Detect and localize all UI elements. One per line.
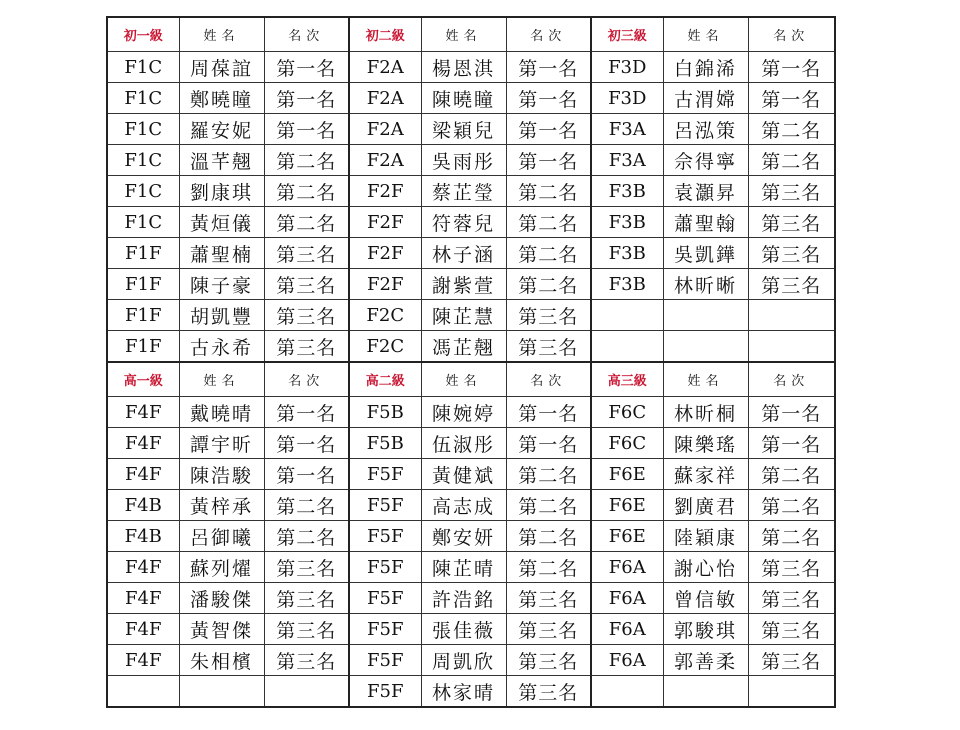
student-name-cell: 周凱欣 bbox=[421, 645, 506, 676]
class-cell: F4F bbox=[107, 459, 179, 490]
student-name-cell bbox=[179, 676, 264, 708]
table-row bbox=[107, 459, 835, 490]
rank-cell: 第三名 bbox=[264, 300, 349, 331]
table-row bbox=[107, 552, 835, 583]
student-name-cell: 袁灝昇 bbox=[663, 176, 748, 207]
class-cell: F3B bbox=[591, 207, 663, 238]
table-row bbox=[107, 428, 835, 459]
rank-cell: 第三名 bbox=[748, 207, 835, 238]
student-name-cell: 謝心怡 bbox=[663, 552, 748, 583]
rank-cell: 第二名 bbox=[264, 490, 349, 521]
rank-cell bbox=[748, 300, 835, 331]
student-name-cell: 林昕晰 bbox=[663, 269, 748, 300]
student-name-cell: 郭善柔 bbox=[663, 645, 748, 676]
class-cell: F2F bbox=[349, 238, 421, 269]
class-cell: F5B bbox=[349, 397, 421, 428]
rank-cell: 第一名 bbox=[264, 397, 349, 428]
class-cell: F1F bbox=[107, 238, 179, 269]
student-name-cell: 蔡芷瑩 bbox=[421, 176, 506, 207]
student-name-cell: 蘇列燿 bbox=[179, 552, 264, 583]
student-name-cell: 符蓉兒 bbox=[421, 207, 506, 238]
grade-title: 高一級 bbox=[107, 362, 179, 397]
table-row bbox=[107, 614, 835, 645]
table-row bbox=[107, 645, 835, 676]
rank-cell: 第一名 bbox=[264, 428, 349, 459]
table-row bbox=[107, 145, 835, 176]
student-name-cell: 楊恩淇 bbox=[421, 52, 506, 83]
rank-cell: 第二名 bbox=[264, 145, 349, 176]
grade-title: 高二級 bbox=[349, 362, 421, 397]
student-name-cell: 劉康琪 bbox=[179, 176, 264, 207]
student-name-cell: 陳曉瞳 bbox=[421, 83, 506, 114]
class-cell: F4F bbox=[107, 428, 179, 459]
class-cell: F1C bbox=[107, 83, 179, 114]
student-name-cell: 古永希 bbox=[179, 331, 264, 363]
rank-cell: 第三名 bbox=[506, 300, 591, 331]
class-cell: F4F bbox=[107, 583, 179, 614]
student-name-cell: 白錦浠 bbox=[663, 52, 748, 83]
class-cell: F2F bbox=[349, 269, 421, 300]
student-name-cell: 陳浩駿 bbox=[179, 459, 264, 490]
rank-cell: 第二名 bbox=[264, 207, 349, 238]
rank-cell: 第三名 bbox=[506, 676, 591, 708]
class-cell: F5B bbox=[349, 428, 421, 459]
class-cell bbox=[591, 676, 663, 708]
rank-cell: 第三名 bbox=[264, 552, 349, 583]
rank-cell bbox=[748, 676, 835, 708]
rank-cell: 第一名 bbox=[506, 83, 591, 114]
rank-cell: 第一名 bbox=[748, 428, 835, 459]
table-row bbox=[107, 331, 835, 363]
rank-cell: 第三名 bbox=[748, 552, 835, 583]
student-name-cell: 陳芷晴 bbox=[421, 552, 506, 583]
header-row bbox=[107, 17, 835, 52]
rank-cell: 第二名 bbox=[506, 490, 591, 521]
table-row bbox=[107, 83, 835, 114]
grade-title: 高三級 bbox=[591, 362, 663, 397]
table-row bbox=[107, 521, 835, 552]
class-cell: F1C bbox=[107, 176, 179, 207]
rank-cell: 第二名 bbox=[506, 176, 591, 207]
student-name-cell: 張佳薇 bbox=[421, 614, 506, 645]
rank-cell: 第三名 bbox=[264, 269, 349, 300]
table-row bbox=[107, 490, 835, 521]
student-name-cell bbox=[663, 300, 748, 331]
rank-cell: 第二名 bbox=[506, 269, 591, 300]
rank-cell: 第二名 bbox=[264, 521, 349, 552]
rank-cell: 第三名 bbox=[748, 269, 835, 300]
student-name-cell: 呂泓策 bbox=[663, 114, 748, 145]
rank-cell: 第二名 bbox=[748, 490, 835, 521]
rank-cell: 第三名 bbox=[748, 238, 835, 269]
class-cell: F6C bbox=[591, 428, 663, 459]
rank-column-header: 名次 bbox=[506, 17, 591, 52]
student-name-cell: 陳子豪 bbox=[179, 269, 264, 300]
class-cell: F1C bbox=[107, 114, 179, 145]
table-row bbox=[107, 52, 835, 83]
name-column-header: 姓名 bbox=[663, 17, 748, 52]
grade-title: 初二級 bbox=[349, 17, 421, 52]
student-name-cell: 黃健斌 bbox=[421, 459, 506, 490]
rank-cell: 第一名 bbox=[506, 114, 591, 145]
class-cell: F2C bbox=[349, 300, 421, 331]
section-senior bbox=[107, 362, 835, 707]
results-sheet bbox=[106, 16, 834, 708]
results-table bbox=[106, 16, 836, 708]
rank-cell: 第二名 bbox=[264, 176, 349, 207]
rank-cell: 第二名 bbox=[748, 145, 835, 176]
class-cell: F1F bbox=[107, 269, 179, 300]
class-cell: F1F bbox=[107, 300, 179, 331]
rank-cell: 第二名 bbox=[506, 238, 591, 269]
rank-cell: 第三名 bbox=[264, 238, 349, 269]
rank-column-header: 名次 bbox=[264, 362, 349, 397]
class-cell: F5F bbox=[349, 521, 421, 552]
table-row bbox=[107, 114, 835, 145]
student-name-cell: 黃烜儀 bbox=[179, 207, 264, 238]
class-cell: F2A bbox=[349, 52, 421, 83]
class-cell: F5F bbox=[349, 676, 421, 708]
grade-title: 初三級 bbox=[591, 17, 663, 52]
student-name-cell: 溫芊翹 bbox=[179, 145, 264, 176]
student-name-cell: 林昕桐 bbox=[663, 397, 748, 428]
student-name-cell: 蘇家祥 bbox=[663, 459, 748, 490]
student-name-cell: 朱相檳 bbox=[179, 645, 264, 676]
student-name-cell: 郭駿琪 bbox=[663, 614, 748, 645]
student-name-cell: 鄭安妍 bbox=[421, 521, 506, 552]
rank-cell: 第三名 bbox=[506, 331, 591, 363]
class-cell: F6A bbox=[591, 614, 663, 645]
class-cell: F3A bbox=[591, 114, 663, 145]
table-row bbox=[107, 269, 835, 300]
class-cell: F4B bbox=[107, 521, 179, 552]
class-cell: F3B bbox=[591, 176, 663, 207]
table-row bbox=[107, 300, 835, 331]
student-name-cell: 黃智傑 bbox=[179, 614, 264, 645]
name-column-header: 姓名 bbox=[179, 17, 264, 52]
rank-cell: 第二名 bbox=[748, 521, 835, 552]
student-name-cell: 吳雨彤 bbox=[421, 145, 506, 176]
name-column-header: 姓名 bbox=[179, 362, 264, 397]
student-name-cell: 曾信敏 bbox=[663, 583, 748, 614]
rank-cell: 第一名 bbox=[506, 145, 591, 176]
rank-column-header: 名次 bbox=[748, 362, 835, 397]
rank-cell: 第三名 bbox=[748, 614, 835, 645]
class-cell: F2A bbox=[349, 83, 421, 114]
table-row bbox=[107, 397, 835, 428]
student-name-cell: 周葆誼 bbox=[179, 52, 264, 83]
class-cell: F2A bbox=[349, 114, 421, 145]
rank-cell: 第三名 bbox=[264, 331, 349, 363]
rank-cell: 第一名 bbox=[506, 397, 591, 428]
rank-cell: 第三名 bbox=[748, 176, 835, 207]
student-name-cell: 陳樂瑤 bbox=[663, 428, 748, 459]
student-name-cell: 梁穎兒 bbox=[421, 114, 506, 145]
student-name-cell: 羅安妮 bbox=[179, 114, 264, 145]
student-name-cell: 胡凱豐 bbox=[179, 300, 264, 331]
student-name-cell: 佘得寧 bbox=[663, 145, 748, 176]
rank-column-header: 名次 bbox=[506, 362, 591, 397]
rank-cell: 第三名 bbox=[264, 614, 349, 645]
rank-cell: 第一名 bbox=[264, 114, 349, 145]
class-cell: F1C bbox=[107, 52, 179, 83]
rank-cell: 第二名 bbox=[506, 459, 591, 490]
name-column-header: 姓名 bbox=[421, 362, 506, 397]
class-cell: F4B bbox=[107, 490, 179, 521]
class-cell: F6C bbox=[591, 397, 663, 428]
rank-cell: 第一名 bbox=[748, 397, 835, 428]
student-name-cell: 許浩銘 bbox=[421, 583, 506, 614]
table-row bbox=[107, 676, 835, 708]
student-name-cell: 馮芷翹 bbox=[421, 331, 506, 363]
class-cell: F2C bbox=[349, 331, 421, 363]
name-column-header: 姓名 bbox=[421, 17, 506, 52]
student-name-cell: 謝紫萱 bbox=[421, 269, 506, 300]
class-cell: F4F bbox=[107, 645, 179, 676]
student-name-cell: 林家晴 bbox=[421, 676, 506, 708]
student-name-cell: 呂御曦 bbox=[179, 521, 264, 552]
student-name-cell: 古渭嫦 bbox=[663, 83, 748, 114]
section-junior bbox=[107, 17, 835, 362]
student-name-cell: 伍淑彤 bbox=[421, 428, 506, 459]
rank-cell: 第二名 bbox=[506, 207, 591, 238]
class-cell: F5F bbox=[349, 459, 421, 490]
rank-cell: 第三名 bbox=[264, 645, 349, 676]
student-name-cell: 陳婉婷 bbox=[421, 397, 506, 428]
table-row bbox=[107, 583, 835, 614]
grade-title: 初一級 bbox=[107, 17, 179, 52]
rank-cell: 第二名 bbox=[506, 552, 591, 583]
class-cell: F4F bbox=[107, 552, 179, 583]
header-row bbox=[107, 362, 835, 397]
student-name-cell bbox=[663, 331, 748, 363]
rank-cell: 第三名 bbox=[506, 614, 591, 645]
class-cell: F6E bbox=[591, 521, 663, 552]
rank-cell: 第三名 bbox=[506, 645, 591, 676]
rank-cell: 第三名 bbox=[506, 583, 591, 614]
rank-cell: 第三名 bbox=[748, 645, 835, 676]
rank-cell bbox=[748, 331, 835, 363]
name-column-header: 姓名 bbox=[663, 362, 748, 397]
class-cell: F5F bbox=[349, 614, 421, 645]
class-cell: F6A bbox=[591, 552, 663, 583]
student-name-cell: 林子涵 bbox=[421, 238, 506, 269]
class-cell: F6E bbox=[591, 459, 663, 490]
class-cell: F4F bbox=[107, 614, 179, 645]
student-name-cell: 蕭聖楠 bbox=[179, 238, 264, 269]
student-name-cell: 潘駿傑 bbox=[179, 583, 264, 614]
class-cell: F3A bbox=[591, 145, 663, 176]
class-cell: F5F bbox=[349, 490, 421, 521]
table-row bbox=[107, 176, 835, 207]
class-cell: F1C bbox=[107, 207, 179, 238]
rank-column-header: 名次 bbox=[748, 17, 835, 52]
rank-cell: 第一名 bbox=[506, 52, 591, 83]
class-cell: F6E bbox=[591, 490, 663, 521]
rank-cell: 第二名 bbox=[748, 459, 835, 490]
table-row bbox=[107, 238, 835, 269]
class-cell: F6A bbox=[591, 645, 663, 676]
student-name-cell: 陳芷慧 bbox=[421, 300, 506, 331]
class-cell: F3B bbox=[591, 238, 663, 269]
class-cell: F2F bbox=[349, 207, 421, 238]
class-cell bbox=[591, 300, 663, 331]
rank-cell: 第一名 bbox=[506, 428, 591, 459]
class-cell: F6A bbox=[591, 583, 663, 614]
student-name-cell: 黃梓承 bbox=[179, 490, 264, 521]
student-name-cell: 鄭曉瞳 bbox=[179, 83, 264, 114]
class-cell: F3D bbox=[591, 52, 663, 83]
rank-cell: 第一名 bbox=[264, 52, 349, 83]
class-cell: F1F bbox=[107, 331, 179, 363]
student-name-cell: 譚宇昕 bbox=[179, 428, 264, 459]
class-cell: F3D bbox=[591, 83, 663, 114]
student-name-cell: 劉廣君 bbox=[663, 490, 748, 521]
class-cell: F2F bbox=[349, 176, 421, 207]
class-cell: F4F bbox=[107, 397, 179, 428]
class-cell bbox=[107, 676, 179, 708]
rank-cell: 第三名 bbox=[264, 583, 349, 614]
rank-cell: 第一名 bbox=[264, 459, 349, 490]
rank-cell: 第一名 bbox=[748, 83, 835, 114]
rank-cell bbox=[264, 676, 349, 708]
rank-cell: 第二名 bbox=[506, 521, 591, 552]
student-name-cell: 蕭聖翰 bbox=[663, 207, 748, 238]
table-row bbox=[107, 207, 835, 238]
rank-cell: 第二名 bbox=[748, 114, 835, 145]
class-cell: F2A bbox=[349, 145, 421, 176]
class-cell: F5F bbox=[349, 583, 421, 614]
rank-column-header: 名次 bbox=[264, 17, 349, 52]
student-name-cell: 高志成 bbox=[421, 490, 506, 521]
rank-cell: 第一名 bbox=[264, 83, 349, 114]
class-cell: F5F bbox=[349, 645, 421, 676]
student-name-cell: 戴曉晴 bbox=[179, 397, 264, 428]
student-name-cell: 吳凱鏵 bbox=[663, 238, 748, 269]
rank-cell: 第三名 bbox=[748, 583, 835, 614]
student-name-cell: 陸穎康 bbox=[663, 521, 748, 552]
class-cell: F1C bbox=[107, 145, 179, 176]
class-cell: F5F bbox=[349, 552, 421, 583]
student-name-cell bbox=[663, 676, 748, 708]
class-cell bbox=[591, 331, 663, 363]
class-cell: F3B bbox=[591, 269, 663, 300]
rank-cell: 第一名 bbox=[748, 52, 835, 83]
